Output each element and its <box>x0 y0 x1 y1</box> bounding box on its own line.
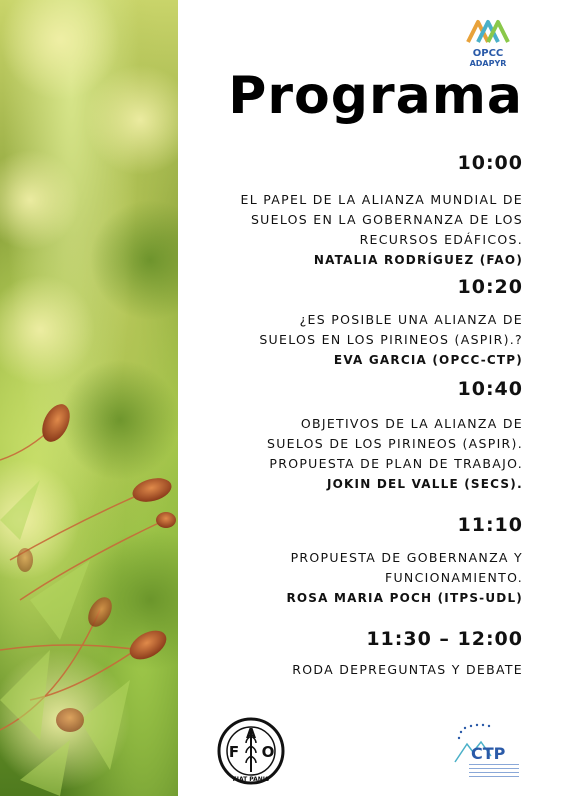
item-speaker: EVA GARCIA (OPCC-CTP) <box>333 353 523 367</box>
item-desc-line: SUELOS DE LOS PIRINEOS (ASPIR). <box>266 436 523 451</box>
item-speaker: ROSA MARIA POCH (ITPS-UDL) <box>286 591 523 605</box>
mountains-icon <box>466 16 510 44</box>
ctp-name: CTP <box>471 744 506 763</box>
item-desc-line: SUELOS EN LOS PIRINEOS (ASPIR).? <box>259 332 523 347</box>
program-item <box>193 276 523 370</box>
moss-photo <box>0 0 178 796</box>
item-desc-line: EL PAPEL DE LA ALIANZA MUNDIAL DE <box>240 192 523 207</box>
program-item <box>193 628 523 680</box>
item-desc-line: RODA DEPREGUNTAS Y DEBATE <box>292 662 523 677</box>
item-desc-line: ¿ES POSIBLE UNA ALIANZA DE <box>299 312 523 327</box>
item-desc-line: SUELOS EN LA GOBERNANZA DE LOS <box>250 212 523 227</box>
fao-letter: A <box>245 727 257 742</box>
program-item <box>193 514 523 608</box>
opcc-adapyr-logo <box>464 16 512 68</box>
item-time: 10:20 <box>457 276 523 298</box>
item-speaker-line <box>193 474 523 494</box>
item-desc-line: PROPUESTA DE PLAN DE TRABAJO. <box>269 456 523 471</box>
item-speaker: NATALIA RODRÍGUEZ (FAO) <box>313 253 523 267</box>
ctp-logo <box>451 722 523 782</box>
item-desc-line: RECURSOS EDÁFICOS. <box>359 232 523 247</box>
item-desc-line: PROPUESTA DE GOBERNANZA Y <box>290 550 523 565</box>
logo-text-line2: ADAPYR <box>469 59 507 68</box>
item-time: 10:40 <box>457 378 523 400</box>
item-desc-line: FUNCIONAMIENTO. <box>384 570 523 585</box>
page-title: Programa <box>228 66 523 126</box>
fao-emblem <box>216 716 286 786</box>
item-time: 11:30 – 12:00 <box>366 628 523 650</box>
item-speaker-suffix: . <box>516 476 523 491</box>
fao-letter: F <box>228 743 240 761</box>
item-time: 11:10 <box>457 514 523 536</box>
moss-illustration <box>0 0 178 796</box>
program-item <box>193 378 523 494</box>
fao-letter: O <box>261 743 275 761</box>
fao-motto: FIAT PANIS <box>232 776 270 783</box>
program-item <box>193 152 523 270</box>
item-speaker: JOKIN DEL VALLE (SECS) <box>326 477 517 491</box>
item-desc-line: OBJETIVOS DE LA ALIANZA DE <box>300 416 523 431</box>
fao-logo <box>216 716 286 790</box>
logo-text-line1: OPCC <box>472 48 504 59</box>
item-time: 10:00 <box>457 152 523 174</box>
